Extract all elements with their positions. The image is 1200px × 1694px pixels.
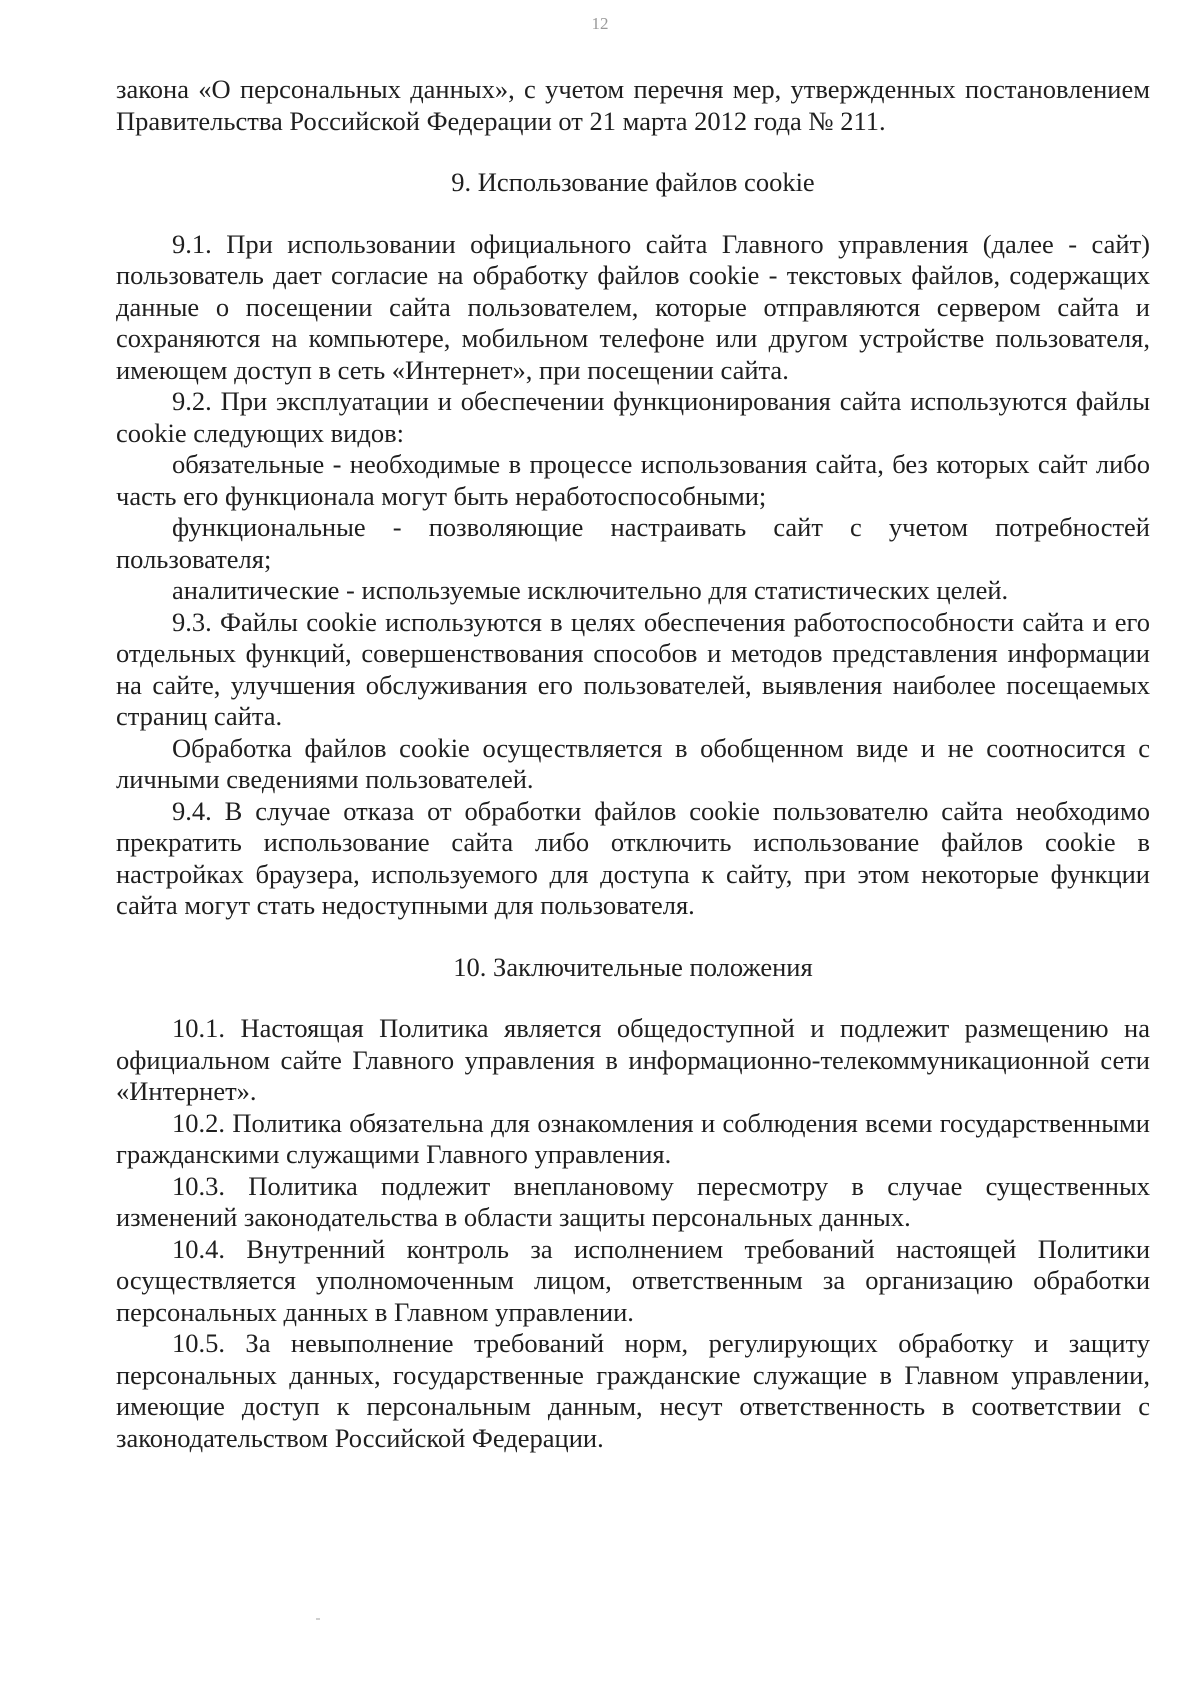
page-number: 12	[591, 14, 609, 33]
paragraph-9-2-functional: функциональные - позволяющие настраивать сайт с учетом потребностей пользователя;	[116, 512, 1150, 574]
section-10-heading: 10. Заключительные положения	[453, 951, 813, 982]
paragraph-10-4: 10.4. Внутренний контроль за исполнением требований настоящей Политики осуществляется уполномоченным лицом, ответственным за организацию обработки персональных данных в Главном управлении.	[116, 1233, 1150, 1327]
paragraph-9-2: 9.2. При эксплуатации и обеспечении функционирования сайта используются файлы cookie следующих видов:	[116, 386, 1150, 448]
document-body	[116, 74, 1150, 1454]
paragraph-9-2-analytical: аналитические - используемые исключительно для статистических целей.	[172, 575, 1009, 605]
section-9-heading: 9. Использование файлов cookie	[451, 167, 815, 197]
scan-speck	[316, 1618, 320, 1620]
paragraph-10-2: 10.2. Политика обязательна для ознакомления и соблюдения всеми государственными гражданскими служащими Главного управления.	[116, 1107, 1150, 1169]
paragraph-9-4: 9.4. В случае отказа от обработки файлов cookie пользователю сайта необходимо прекратить использование сайта либо отключить использование файлов cookie в настройках браузера, используемого для доступа к сайту, при этом некоторые функции сайта могут стать недоступными для пользователя.	[116, 795, 1150, 920]
intro-paragraph: закона «О персональных данных», с учетом перечня мер, утвержденных постановлением Правительства Российской Федерации от 21 марта 2012 года № 211.	[116, 74, 1150, 136]
paragraph-9-3-processing: Обработка файлов cookie осуществляется в обобщенном виде и не соотносится с личными сведениями пользователей.	[116, 732, 1150, 794]
paragraph-9-1: 9.1. При использовании официального сайта Главного управления (далее - сайт) пользователь дает согласие на обработку файлов cookie - текстовых файлов, содержащих данные о посещении сайта пользователем, которые отправляются сервером сайта и сохраняются на компьютере, мобильном телефоне или другом устройстве пользователя, имеющем доступ в сеть «Интернет», при посещении сайта.	[116, 228, 1150, 385]
paragraph-10-1: 10.1. Настоящая Политика является общедоступной и подлежит размещению на официальном сайте Главного управления в информационно-телекоммуникационной сети «Интернет».	[116, 1013, 1150, 1106]
paragraph-10-3: 10.3. Политика подлежит внеплановому пересмотру в случае существенных изменений законодательства в области защиты персональных данных.	[116, 1170, 1150, 1232]
paragraph-9-3: 9.3. Файлы cookie используются в целях обеспечения работоспособности сайта и его отдельных функций, совершенствования способов и методов представления информации на сайте, улучшения обслуживания его пользователей, выявления наиболее посещаемых страниц сайта.	[116, 606, 1150, 731]
paragraph-10-5: 10.5. За невыполнение требований норм, регулирующих обработку и защиту персональных данных, государственные гражданские служащие в Главном управлении, имеющие доступ к персональным данным, несут ответственность в соответствии с законодательством Российской Федерации.	[116, 1328, 1150, 1453]
paragraph-9-2-mandatory: обязательные - необходимые в процессе использования сайта, без которых сайт либо часть его функционала могут быть неработоспособными;	[116, 449, 1150, 511]
